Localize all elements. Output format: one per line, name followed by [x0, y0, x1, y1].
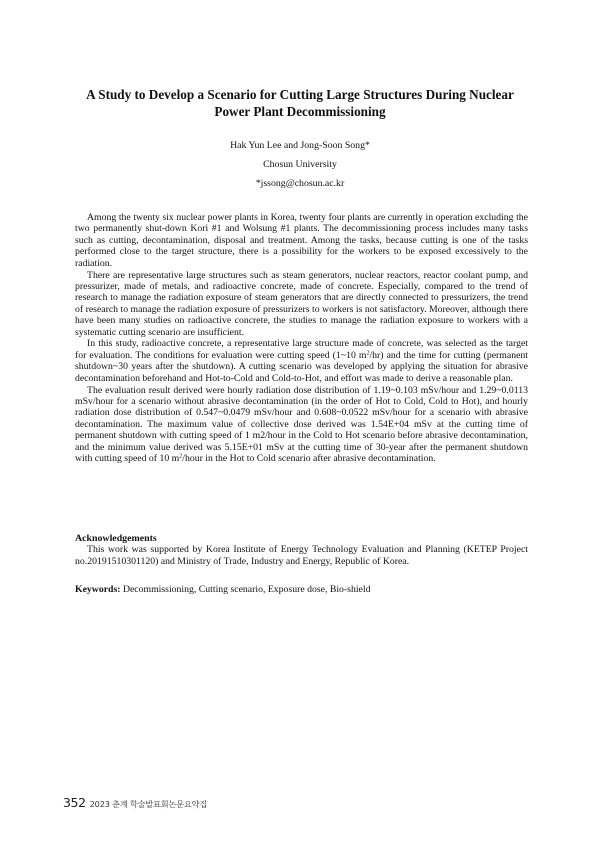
title-line-1: A Study to Develop a Scenario for Cutting Large Structures During Nuclear	[86, 87, 514, 102]
keywords-text: Decommissioning, Cutting scenario, Exposure dose, Bio-shield	[120, 584, 371, 595]
paragraph-3-text-b: /hr) and the time for cutting (permanent shutdown~30 years after the shutdown). A cutting scenario was developed by applying the situation for abrasive decontamination beforehand and Hot-to-Cold and Cold-to-Hot, and effort was made to derive a reasonable plan.	[75, 349, 528, 384]
abstract-paragraph-2: There are representative large structures such as steam generators, nuclear reactors, reactor coolant pump, and pressurizer, made of metals, and radioactive concrete, made of concrete. Especially, compared to the trend of research to manage the radiation exposure of steam generators that are directly connected to pressurizers, the trend of research to manage the radiation exposure of pressurizers to workers is not satisfactory. Moreover, although there have been many studies on radioactive concrete, the studies to manage the radiation exposure to workers with a systematic cutting scenario are insufficient.	[75, 269, 528, 338]
paragraph-4-text-b: /hour in the Hot to Cold scenario after abrasive decontamination.	[182, 453, 436, 465]
paragraph-4-text-a: The evaluation result derived were hourly radiation dose distribution of 1.19~0.103 mSv/hour and 1.29~0.0113 mSv/hour for a scenario without abrasive decontamination (in the order of Hot to Cold, Cold to Hot), and hourly radiation dose distribution of 0.547~0.0479 mSv/hour and 0.608~0.0522 mSv/hour for a scenario with abrasive decontamination. The maximum value of collective dose derived was 1.54E+04 mSv at the cutting time of permanent shutdown with cutting speed of 1 m2/hour in the Cold to Hot scenario before abrasive decontamination, and the minimum value derived was 5.15E+01 mSv at the cutting time of 30-year after the permanent shutdown with cutting speed of 10 m	[75, 384, 528, 465]
acknowledgements-text: This work was supported by Korea Institute of Energy Technology Evaluation and Planning (KETEP Project no.20191510301120) and Ministry of Trade, Industry and Energy, Republic of Korea.	[75, 544, 528, 567]
keywords-line	[75, 584, 528, 595]
abstract-body	[75, 212, 528, 464]
acknowledgements-section	[75, 533, 528, 567]
abstract-paragraph-3	[75, 338, 528, 384]
page-footer	[63, 792, 207, 811]
author-list: Hak Yun Lee and Jong-Soon Song*	[230, 140, 370, 151]
affiliation: Chosun University	[263, 159, 337, 170]
superscript-squared: 2	[179, 453, 183, 460]
journal-name: 2023 춘계 학술발표회논문요약집	[89, 799, 208, 809]
acknowledgements-heading: Acknowledgements	[75, 533, 157, 544]
title-line-2: Power Plant Decommissioning	[214, 104, 386, 119]
keywords-label: Keywords:	[75, 584, 121, 595]
paragraph-3-text-a: In this study, radioactive concrete, a representative large structure made of concrete, was selected as the target for evaluation. The conditions for evaluation were cutting speed (1~10 m	[75, 338, 528, 361]
page-number: 352	[63, 795, 86, 810]
superscript-squared: 2	[366, 350, 370, 357]
abstract-paragraph-1: Among the twenty six nuclear power plants in Korea, twenty four plants are currently in operation excluding the two permanently shut-down Kori #1 and Wolsung #1 plants. The decommissioning process includes many tasks such as cutting, decontamination, disposal and treatment. Among the tasks, because cutting is one of the tasks performed close to the target structure, there is a possibility for the workers to be exposed excessively to the radiation.	[75, 212, 528, 269]
paper-title	[40, 86, 560, 120]
abstract-paragraph-4	[75, 385, 528, 465]
corresponding-email: *jssong@chosun.ac.kr	[255, 178, 345, 189]
